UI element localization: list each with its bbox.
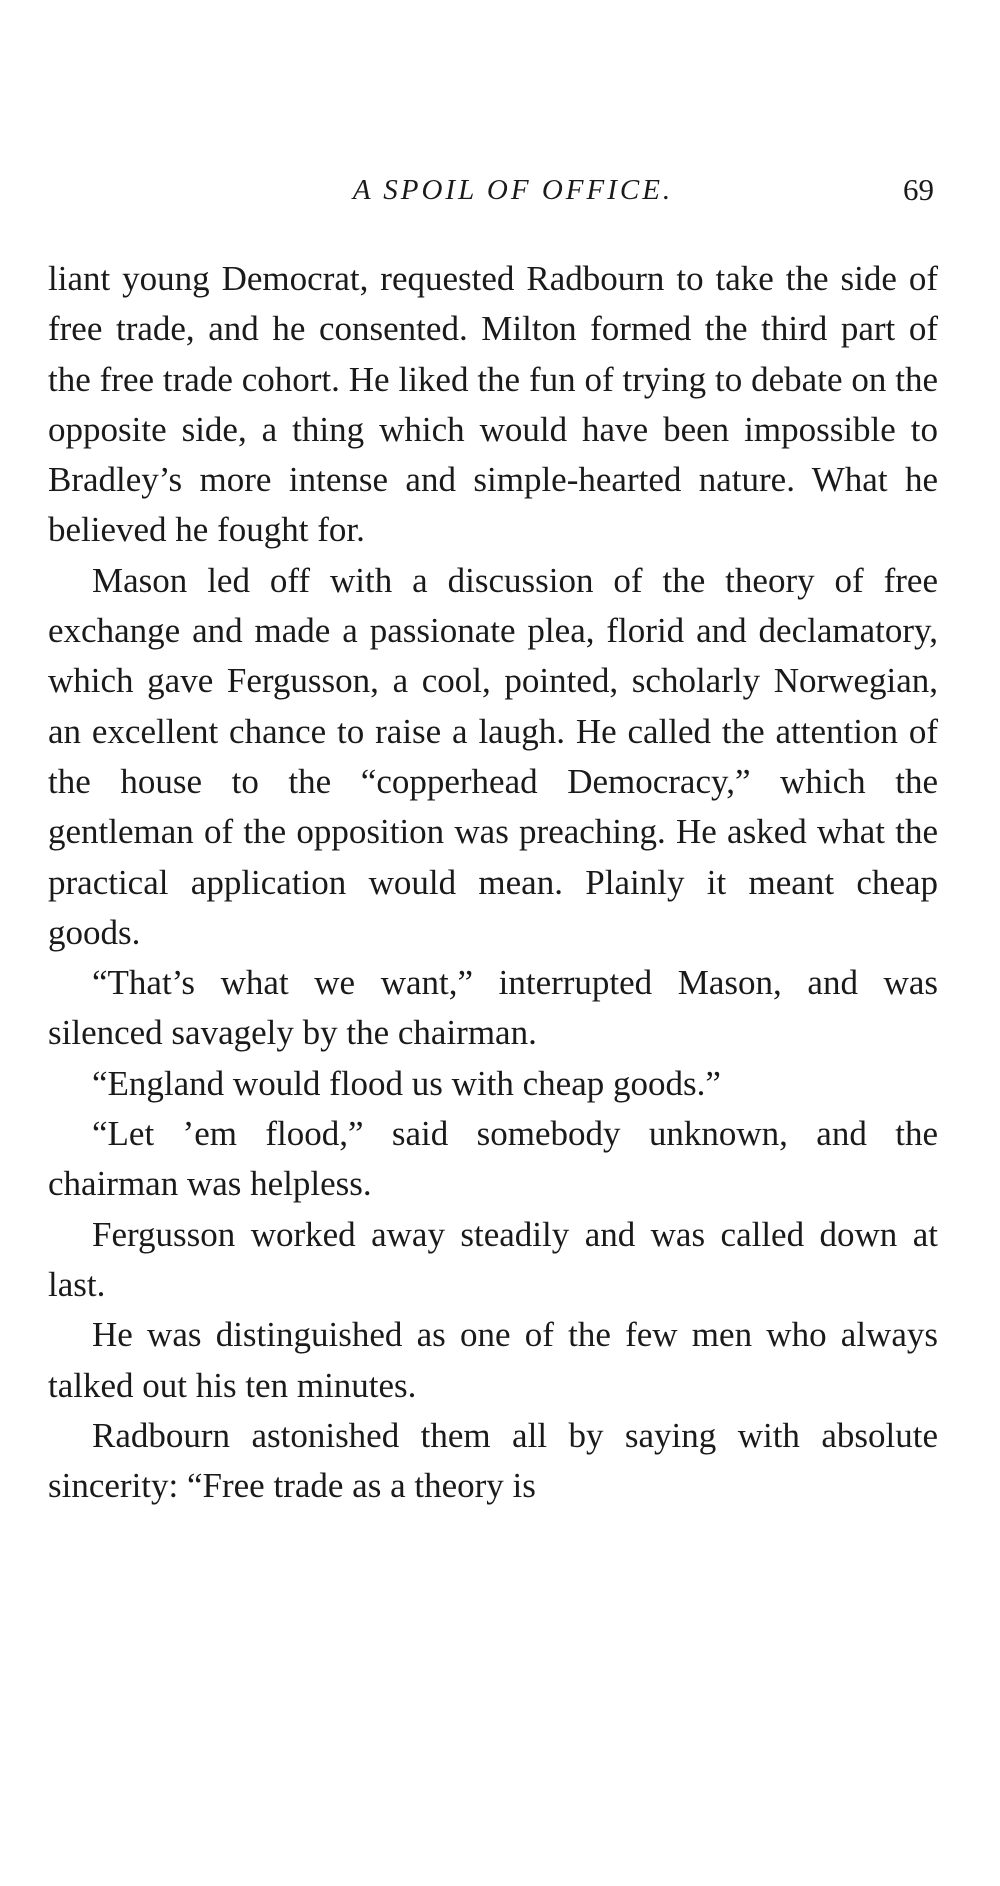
running-title: A SPOIL OF OFFICE.: [352, 174, 674, 206]
page-number: 69: [903, 172, 934, 207]
paragraph-mason-plea: Mason led off with a discussion of the theory of free exchange and made a passionate plea, florid and declamatory, which gave Fergusson, a cool, pointed, scholarly Norwegian, an excellent chance to raise a laugh. He called the attention of the house to the “copperhead Democracy,” which the gentleman of the opposition was preaching. He asked what the practical application would mean. Plainly it meant cheap goods.: [48, 560, 938, 952]
paragraph-radbourn: Radbourn astonished them all by saying with absolute sincerity: “Free trade as a theory is: [48, 1415, 938, 1506]
paragraph-fergusson: Fergusson worked away steadily and was called down at last.: [48, 1214, 938, 1304]
paragraph-england-flood: “England would flood us with cheap goods.”: [92, 1063, 721, 1103]
body-text: [48, 254, 938, 1511]
paragraph-ten-minutes: He was distinguished as one of the few men who always talked out his ten minutes.: [48, 1315, 938, 1405]
running-head: [48, 168, 938, 212]
paragraph-let-em-flood: “Let ’em flood,” said somebody unknown, and the chairman was helpless.: [48, 1114, 938, 1204]
paragraph-mason-interrupt: “That’s what we want,” interrupted Mason, and was silenced savagely by the chairman.: [48, 963, 938, 1053]
paragraph-continued: liant young Democrat, requested Radbourn to take the side of free trade, and he consented. Milton formed the third part of the free trade cohort. He liked the fun of trying to debate on the opposite side, a thing which would have been impossible to Bradley’s more intense and simple-hearted nature. What he believed he fought for.: [48, 259, 938, 550]
